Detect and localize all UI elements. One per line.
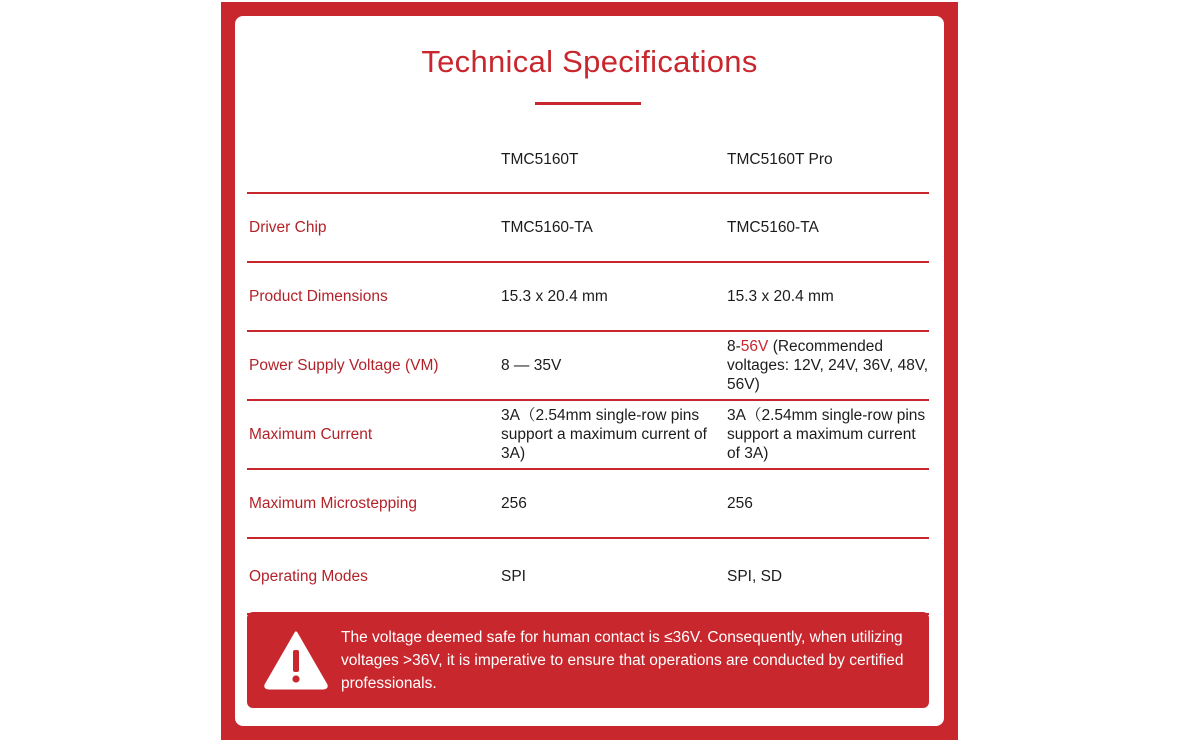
spec-card xyxy=(235,16,944,726)
row-value-tmc5160t-pro: SPI, SD xyxy=(727,567,783,585)
voltage-prefix: 8- xyxy=(727,338,741,355)
row-value-tmc5160t: TMC5160-TA xyxy=(501,219,593,236)
row-value-tmc5160t-pro: TMC5160-TA xyxy=(727,219,819,236)
row-value-tmc5160t-pro: 256 xyxy=(727,495,753,512)
safety-warning-banner xyxy=(247,612,929,708)
row-value-tmc5160t-pro: 15.3 x 20.4 mm xyxy=(727,288,834,305)
row-value-tmc5160t-pro: 3A（2.54mm single-row pins support a maximum current of 3A) xyxy=(727,407,926,462)
header-cell-tmc5160t-pro: TMC5160T Pro xyxy=(727,150,833,168)
page-title: Technical Specifications xyxy=(421,44,758,79)
table-row xyxy=(247,470,929,539)
spec-table xyxy=(247,126,929,615)
table-row xyxy=(247,194,929,263)
row-label: Product Dimensions xyxy=(249,288,388,305)
title-underline xyxy=(535,102,641,105)
row-label: Driver Chip xyxy=(249,219,327,236)
row-value-tmc5160t: SPI xyxy=(501,567,526,585)
voltage-max-highlight: 56V xyxy=(740,338,769,355)
voltage-recommended: (Recommended voltages: 12V, 24V, 36V, 48V, 56V) xyxy=(727,338,929,393)
table-header-row xyxy=(247,126,929,194)
row-label: Maximum Microstepping xyxy=(249,495,417,512)
table-row xyxy=(247,332,929,401)
table-row xyxy=(247,539,929,615)
row-value-tmc5160t-pro xyxy=(727,337,929,394)
table-row xyxy=(247,401,929,470)
table-row xyxy=(247,263,929,332)
row-label: Power Supply Voltage (VM) xyxy=(249,357,439,374)
row-value-tmc5160t: 15.3 x 20.4 mm xyxy=(501,288,608,305)
row-value-tmc5160t: 3A（2.54mm single-row pins support a maximum current of 3A) xyxy=(501,407,707,462)
header-cell-tmc5160t: TMC5160T xyxy=(501,150,579,168)
warning-text: The voltage deemed safe for human contact is ≤36V. Consequently, when utilizing voltages >36V, it is imperative to ensure that operations are conducted by certified professionals. xyxy=(341,629,904,692)
warning-triangle-icon xyxy=(263,630,329,690)
row-label: Maximum Current xyxy=(249,426,373,443)
row-value-tmc5160t: 256 xyxy=(501,495,527,512)
row-label: Operating Modes xyxy=(249,567,368,585)
row-value-tmc5160t: 8 — 35V xyxy=(501,357,562,374)
